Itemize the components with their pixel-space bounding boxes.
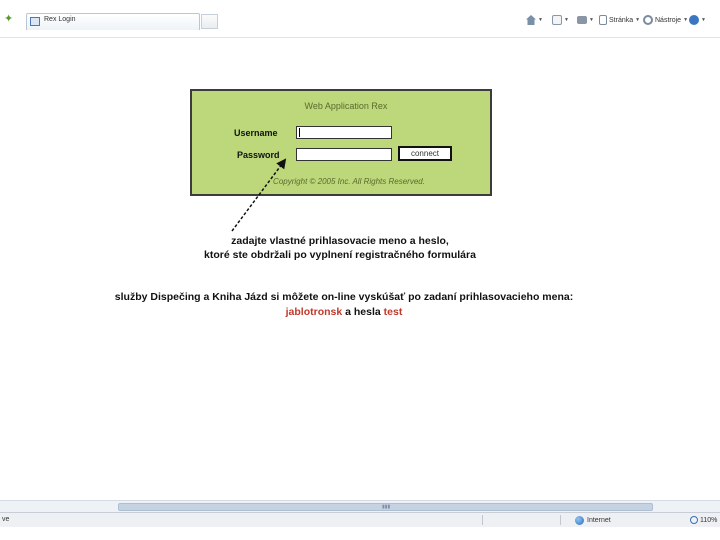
demo-line-1: služby Dispečing a Kniha Jázd si môžete on-line vyskúšať po zadaní prihlasovacieho mena: — [114, 291, 574, 303]
help-icon — [689, 15, 699, 25]
chevron-down-icon: ▼ — [683, 17, 689, 23]
tab-rex-login[interactable] — [26, 13, 200, 30]
bottom-strip — [0, 527, 720, 540]
demo-middle-text: a hesla — [342, 306, 384, 318]
zone-label: Internet — [587, 517, 611, 524]
tools-menu-button[interactable] — [643, 13, 688, 27]
pointer-arrow — [0, 38, 720, 500]
demo-line-2 — [50, 305, 638, 320]
help-button[interactable] — [689, 13, 706, 27]
zoom-icon — [690, 516, 698, 524]
globe-icon — [575, 516, 584, 525]
zoom-label: 110% — [700, 516, 718, 524]
print-button[interactable] — [577, 13, 594, 27]
tab-label: Rex Login — [44, 16, 76, 23]
chevron-down-icon: ▼ — [635, 17, 641, 23]
security-zone[interactable] — [575, 516, 611, 525]
status-divider — [560, 515, 561, 525]
home-button[interactable] — [526, 13, 543, 27]
chevron-down-icon: ▼ — [538, 17, 543, 23]
demo-password: test — [383, 306, 403, 318]
tools-menu-label: Nástroje — [655, 16, 682, 24]
page-menu-button[interactable] — [599, 13, 640, 27]
zoom-control[interactable] — [690, 516, 717, 524]
print-icon — [577, 16, 587, 24]
status-bar — [0, 512, 720, 527]
new-tab-button[interactable] — [201, 14, 218, 29]
password-label: Password — [237, 150, 280, 160]
status-text: ve — [2, 516, 10, 523]
favorites-star-icon[interactable]: ✦ — [4, 12, 14, 25]
demo-credentials-text — [50, 290, 638, 320]
scrollbar-grip-icon: ▮▮▮ — [382, 504, 391, 510]
browser-toolbar — [0, 0, 720, 38]
app-title: Web Application Rex — [304, 101, 388, 111]
instructions-line-2: ktoré ste obdržali po vyplnení registračného formulára — [204, 249, 476, 261]
horizontal-scrollbar[interactable] — [0, 500, 720, 512]
demo-username: jablotronsk — [285, 306, 343, 318]
connect-button[interactable]: connect — [398, 146, 452, 161]
chevron-down-icon: ▼ — [701, 17, 706, 23]
page-menu-label: Stránka — [609, 16, 634, 24]
home-icon — [526, 15, 536, 25]
page-content — [0, 38, 720, 500]
username-label: Username — [234, 128, 278, 138]
chevron-down-icon: ▼ — [564, 17, 569, 23]
chevron-down-icon: ▼ — [589, 17, 594, 23]
feeds-button[interactable] — [552, 13, 569, 27]
status-divider — [482, 515, 483, 525]
feeds-icon — [552, 15, 562, 25]
instructions-line-1: zadajte vlastné prihlasovacie meno a heslo, — [231, 235, 449, 247]
page-icon — [599, 15, 607, 25]
copyright-text: Copyright © 2005 Inc. All Rights Reserved. — [273, 177, 425, 186]
page-icon — [30, 17, 40, 26]
gear-icon — [643, 15, 653, 25]
instructions-text — [160, 234, 520, 262]
